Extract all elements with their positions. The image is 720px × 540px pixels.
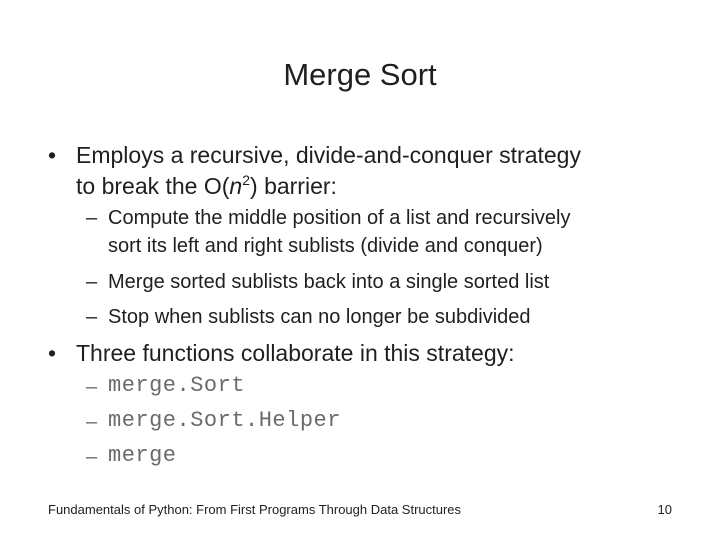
slide-footer: Fundamentals of Python: From First Programs Through Data Structures	[48, 502, 462, 517]
sub-bullet-marker: –	[86, 271, 98, 293]
sub-bullet-marker: –	[86, 376, 98, 398]
bullet-1-line-1: Employs a recursive, divide-and-conquer strategy	[76, 142, 581, 168]
bullet-1-line-2: to break the $O(n^2)$ barrier:	[76, 172, 337, 199]
sub-bullet-1-1-line-1: Compute the middle position of a list and recursively	[108, 207, 571, 229]
code-merge-sort-helper: merge.Sort.Helper	[108, 408, 341, 433]
page-number: 10	[657, 502, 672, 517]
sub-bullet-marker: –	[86, 411, 98, 433]
bullet-2-line-1: Three functions collaborate in this strategy:	[76, 340, 515, 366]
sub-bullet-marker: –	[86, 207, 98, 229]
bullet-marker: •	[48, 142, 57, 168]
code-merge-sort: merge.Sort	[108, 373, 246, 398]
sub-bullet-1-2-line-1: Merge sorted sublists back into a single sorted list	[108, 271, 550, 293]
sub-bullet-marker: –	[86, 306, 98, 328]
bullet-marker: •	[48, 340, 57, 366]
slide-title: Merge Sort	[283, 57, 437, 92]
sub-bullet-1-3-line-1: Stop when sublists can no longer be subdivided	[108, 306, 531, 328]
code-merge: merge	[108, 443, 177, 468]
sub-bullet-1-1-line-2: sort its left and right sublists (divide and conquer)	[108, 235, 543, 257]
sub-bullet-marker: –	[86, 446, 98, 468]
